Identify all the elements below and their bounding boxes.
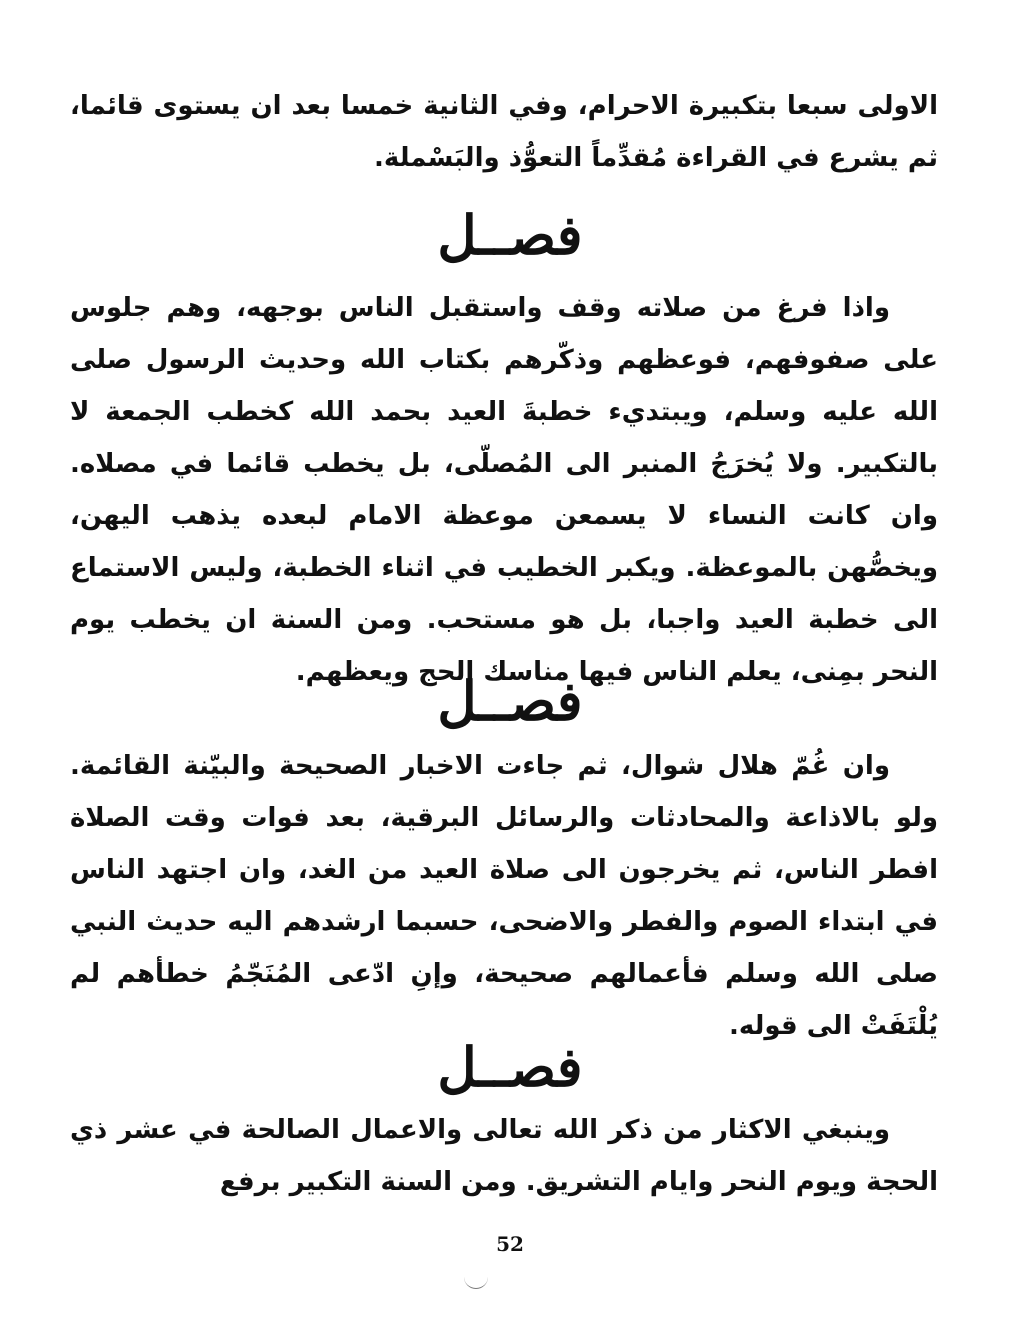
paragraph-2: واذا فرغ من صلاته وقف واستقبل الناس بوجهه، وهم جلوس على صفوفهم، فوعظهم وذكّرهم بكتاب الله وحديث الرسول صلى الله عليه وسلم، ويبتديء خطبةَ العيد بحمد الله كخطب الجمعة لا بالتكبير. ولا يُخرَجُ المنبر الى المُصلّى، بل يخطب قائما في مصلاه. وان كانت النساء لا يسمعن موعظة الامام لبعده يذهب اليهن، ويخصُّهن بالموعظة. ويكبر الخطيب في اثناء الخطبة، وليس الاستماع الى خطبة العيد واجبا، بل هو مستحب. ومن السنة ان يخطب يوم النحر بمِنى، يعلم الناس فيها مناسك الحج ويعظهم. <box>70 293 938 687</box>
paragraph-4: وينبغي الاكثار من ذكر الله تعالى والاعمال الصالحة في عشر ذي الحجة ويوم النحر وايام التشريق. ومن السنة التكبير برفع <box>70 1115 938 1197</box>
section-heading-1: فصــل <box>437 203 583 267</box>
section-heading-2: فصــل <box>437 669 583 733</box>
page-number: 52 <box>496 1232 524 1256</box>
book-page <box>70 60 950 1300</box>
paragraph-3: وان غُمّ هلال شوال، ثم جاءت الاخبار الصحيحة والبيّنة القائمة. ولو بالاذاعة والمحادثات والرسائل البرقية، بعد فوات وقت الصلاة افطر الناس، ثم يخرجون الى صلاة العيد من الغد، وان اجتهد الناس في ابتداء الصوم والفطر والاضحى، حسبما ارشدهم اليه حديث النبي صلى الله وسلم فأعمالهم صحيحة، وإنِ ادّعى المُنَجّمُ خطأهم لم يُلْتَفَتْ الى قوله. <box>70 751 938 1041</box>
section-heading-3: فصــل <box>437 1035 583 1099</box>
paragraph-1: الاولى سبعا بتكبيرة الاحرام، وفي الثانية خمسا بعد ان يستوى قائما، ثم يشرع في القراءة مُقدِّماً التعوُّذ والبَسْملة. <box>70 91 938 173</box>
